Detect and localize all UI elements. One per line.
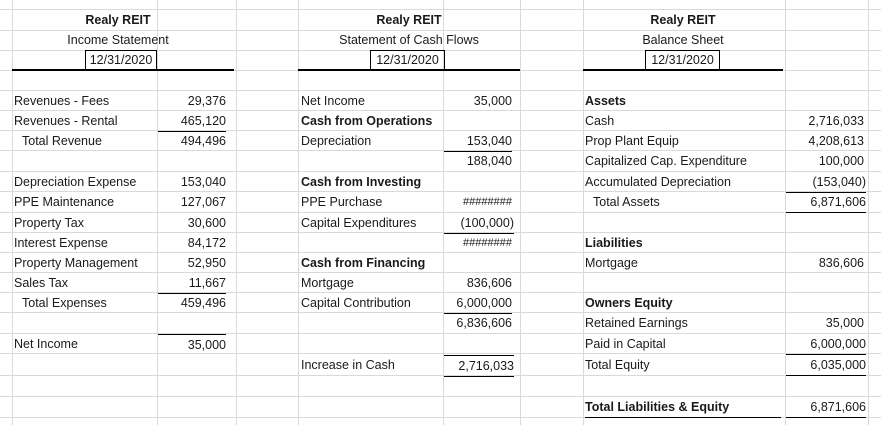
gridline-horizontal xyxy=(0,375,881,376)
income-date[interactable]: 12/31/2020 xyxy=(85,50,157,70)
balance-label-assets[interactable]: Assets xyxy=(585,94,626,108)
balance-label-retained-earnings[interactable]: Retained Earnings xyxy=(585,316,688,330)
income-label-ppe-maintenance[interactable]: PPE Maintenance xyxy=(14,195,115,209)
gridline-horizontal xyxy=(0,150,881,151)
cashflow-date[interactable]: 12/31/2020 xyxy=(370,50,445,70)
balance-company[interactable]: Realy REIT xyxy=(650,13,716,27)
cashflow-label-net-income[interactable]: Net Income xyxy=(301,94,365,108)
cashflow-value-depreciation[interactable]: 153,040 xyxy=(444,131,512,152)
balance-date[interactable]: 12/31/2020 xyxy=(645,50,720,70)
gridline-horizontal xyxy=(0,110,881,111)
income-label-net-income[interactable]: Net Income xyxy=(14,337,78,351)
cashflow-value-net-income[interactable]: 35,000 xyxy=(473,94,512,108)
income-value-net-income[interactable]: 35,000 xyxy=(158,334,226,355)
gridline-horizontal xyxy=(0,130,881,131)
income-label-interest-expense[interactable]: Interest Expense xyxy=(14,236,108,250)
cashflow-label-mortgage[interactable]: Mortgage xyxy=(301,276,354,290)
balance-label-capitalized-cap-expenditure[interactable]: Capitalized Cap. Expenditure xyxy=(585,154,747,168)
income-value-total-revenue[interactable]: 494,496 xyxy=(180,134,226,148)
gridline-horizontal xyxy=(0,333,881,334)
cashflow-label-cash-from-financing[interactable]: Cash from Financing xyxy=(301,256,426,270)
cashflow-company[interactable]: Realy REIT xyxy=(376,13,442,27)
income-value-property-tax[interactable]: 30,600 xyxy=(187,216,226,230)
gridline-horizontal xyxy=(0,353,881,354)
income-value-revenues-rental[interactable]: 465,120 xyxy=(158,111,226,132)
balance-header-border xyxy=(583,69,783,71)
cashflow-value-increase-in-cash[interactable]: 2,716,033 xyxy=(444,355,514,377)
balance-value-mortgage[interactable]: 836,606 xyxy=(818,256,864,270)
balance-value-total-assets[interactable]: 6,871,606 xyxy=(786,192,866,213)
balance-value-paid-in-capital[interactable]: 6,000,000 xyxy=(786,334,866,355)
income-header-border xyxy=(12,69,234,71)
income-value-depreciation-expense[interactable]: 153,040 xyxy=(180,175,226,189)
cashflow-label-cash-from-operations[interactable]: Cash from Operations xyxy=(301,114,433,128)
cashflow-label-increase-in-cash[interactable]: Increase in Cash xyxy=(301,358,395,372)
cashflow-value-ppe-purchase[interactable]: ######## xyxy=(463,196,512,208)
income-label-sales-tax[interactable]: Sales Tax xyxy=(14,276,68,290)
balance-value-prop-plant-equip[interactable]: 4,208,613 xyxy=(808,134,864,148)
balance-value-accumulated-depreciation[interactable]: (153,040) xyxy=(786,172,866,193)
income-label-revenues-fees[interactable]: Revenues - Fees xyxy=(14,94,110,108)
income-label-property-management[interactable]: Property Management xyxy=(14,256,138,270)
income-label-property-tax[interactable]: Property Tax xyxy=(14,216,84,230)
gridline-horizontal xyxy=(0,312,881,313)
income-value-total-expenses[interactable]: 459,496 xyxy=(180,296,226,310)
balance-label-cash[interactable]: Cash xyxy=(585,114,615,128)
cashflow-header-border xyxy=(298,69,520,71)
cashflow-value-operations-total[interactable]: 188,040 xyxy=(466,154,512,168)
gridline-horizontal xyxy=(0,212,881,213)
gridline-horizontal xyxy=(0,90,881,91)
balance-label-total-equity[interactable]: Total Equity xyxy=(585,358,650,372)
balance-label-prop-plant-equip[interactable]: Prop Plant Equip xyxy=(585,134,679,148)
balance-label-mortgage[interactable]: Mortgage xyxy=(585,256,638,270)
balance-label-owners-equity[interactable]: Owners Equity xyxy=(585,296,673,310)
income-value-sales-tax[interactable]: 11,667 xyxy=(158,273,226,294)
cashflow-label-depreciation[interactable]: Depreciation xyxy=(301,134,372,148)
cashflow-label-capital-contribution[interactable]: Capital Contribution xyxy=(301,296,411,310)
cashflow-title[interactable]: Statement of Cash Flows xyxy=(339,33,479,47)
balance-label-total-liabilities-equity[interactable]: Total Liabilities & Equity xyxy=(585,397,781,418)
income-value-property-management[interactable]: 52,950 xyxy=(187,256,226,270)
gridline-horizontal xyxy=(0,292,881,293)
cashflow-label-cash-from-investing[interactable]: Cash from Investing xyxy=(301,175,422,189)
cashflow-label-ppe-purchase[interactable]: PPE Purchase xyxy=(301,195,383,209)
balance-title[interactable]: Balance Sheet xyxy=(642,33,724,47)
gridline-horizontal xyxy=(0,232,881,233)
balance-value-total-liabilities-equity[interactable]: 6,871,606 xyxy=(786,397,866,418)
income-label-total-expenses[interactable]: Total Expenses xyxy=(22,296,107,310)
balance-value-total-equity[interactable]: 6,035,000 xyxy=(786,355,866,376)
income-value-revenues-fees[interactable]: 29,376 xyxy=(187,94,226,108)
income-label-revenues-rental[interactable]: Revenues - Rental xyxy=(14,114,118,128)
balance-label-accumulated-depreciation[interactable]: Accumulated Depreciation xyxy=(585,175,731,189)
balance-label-liabilities[interactable]: Liabilities xyxy=(585,236,643,250)
income-company[interactable]: Realy REIT xyxy=(85,13,151,27)
balance-value-capitalized-cap-expenditure[interactable]: 100,000 xyxy=(818,154,864,168)
income-title[interactable]: Income Statement xyxy=(67,33,169,47)
cashflow-value-investing-total[interactable]: ######## xyxy=(463,237,512,249)
balance-label-total-assets[interactable]: Total Assets xyxy=(593,195,660,209)
cashflow-value-financing-total[interactable]: 6,836,606 xyxy=(456,316,512,330)
cashflow-value-capital-contribution[interactable]: 6,000,000 xyxy=(444,293,512,314)
cashflow-label-capital-expenditures[interactable]: Capital Expenditures xyxy=(301,216,417,230)
balance-value-cash[interactable]: 2,716,033 xyxy=(808,114,864,128)
income-label-total-revenue[interactable]: Total Revenue xyxy=(22,134,102,148)
cashflow-value-mortgage[interactable]: 836,606 xyxy=(466,276,512,290)
balance-label-paid-in-capital[interactable]: Paid in Capital xyxy=(585,337,666,351)
cashflow-value-capital-expenditures[interactable]: (100,000) xyxy=(444,213,514,234)
balance-value-retained-earnings[interactable]: 35,000 xyxy=(825,316,864,330)
income-value-interest-expense[interactable]: 84,172 xyxy=(187,236,226,250)
income-label-depreciation-expense[interactable]: Depreciation Expense xyxy=(14,175,137,189)
income-value-ppe-maintenance[interactable]: 127,067 xyxy=(180,195,226,209)
